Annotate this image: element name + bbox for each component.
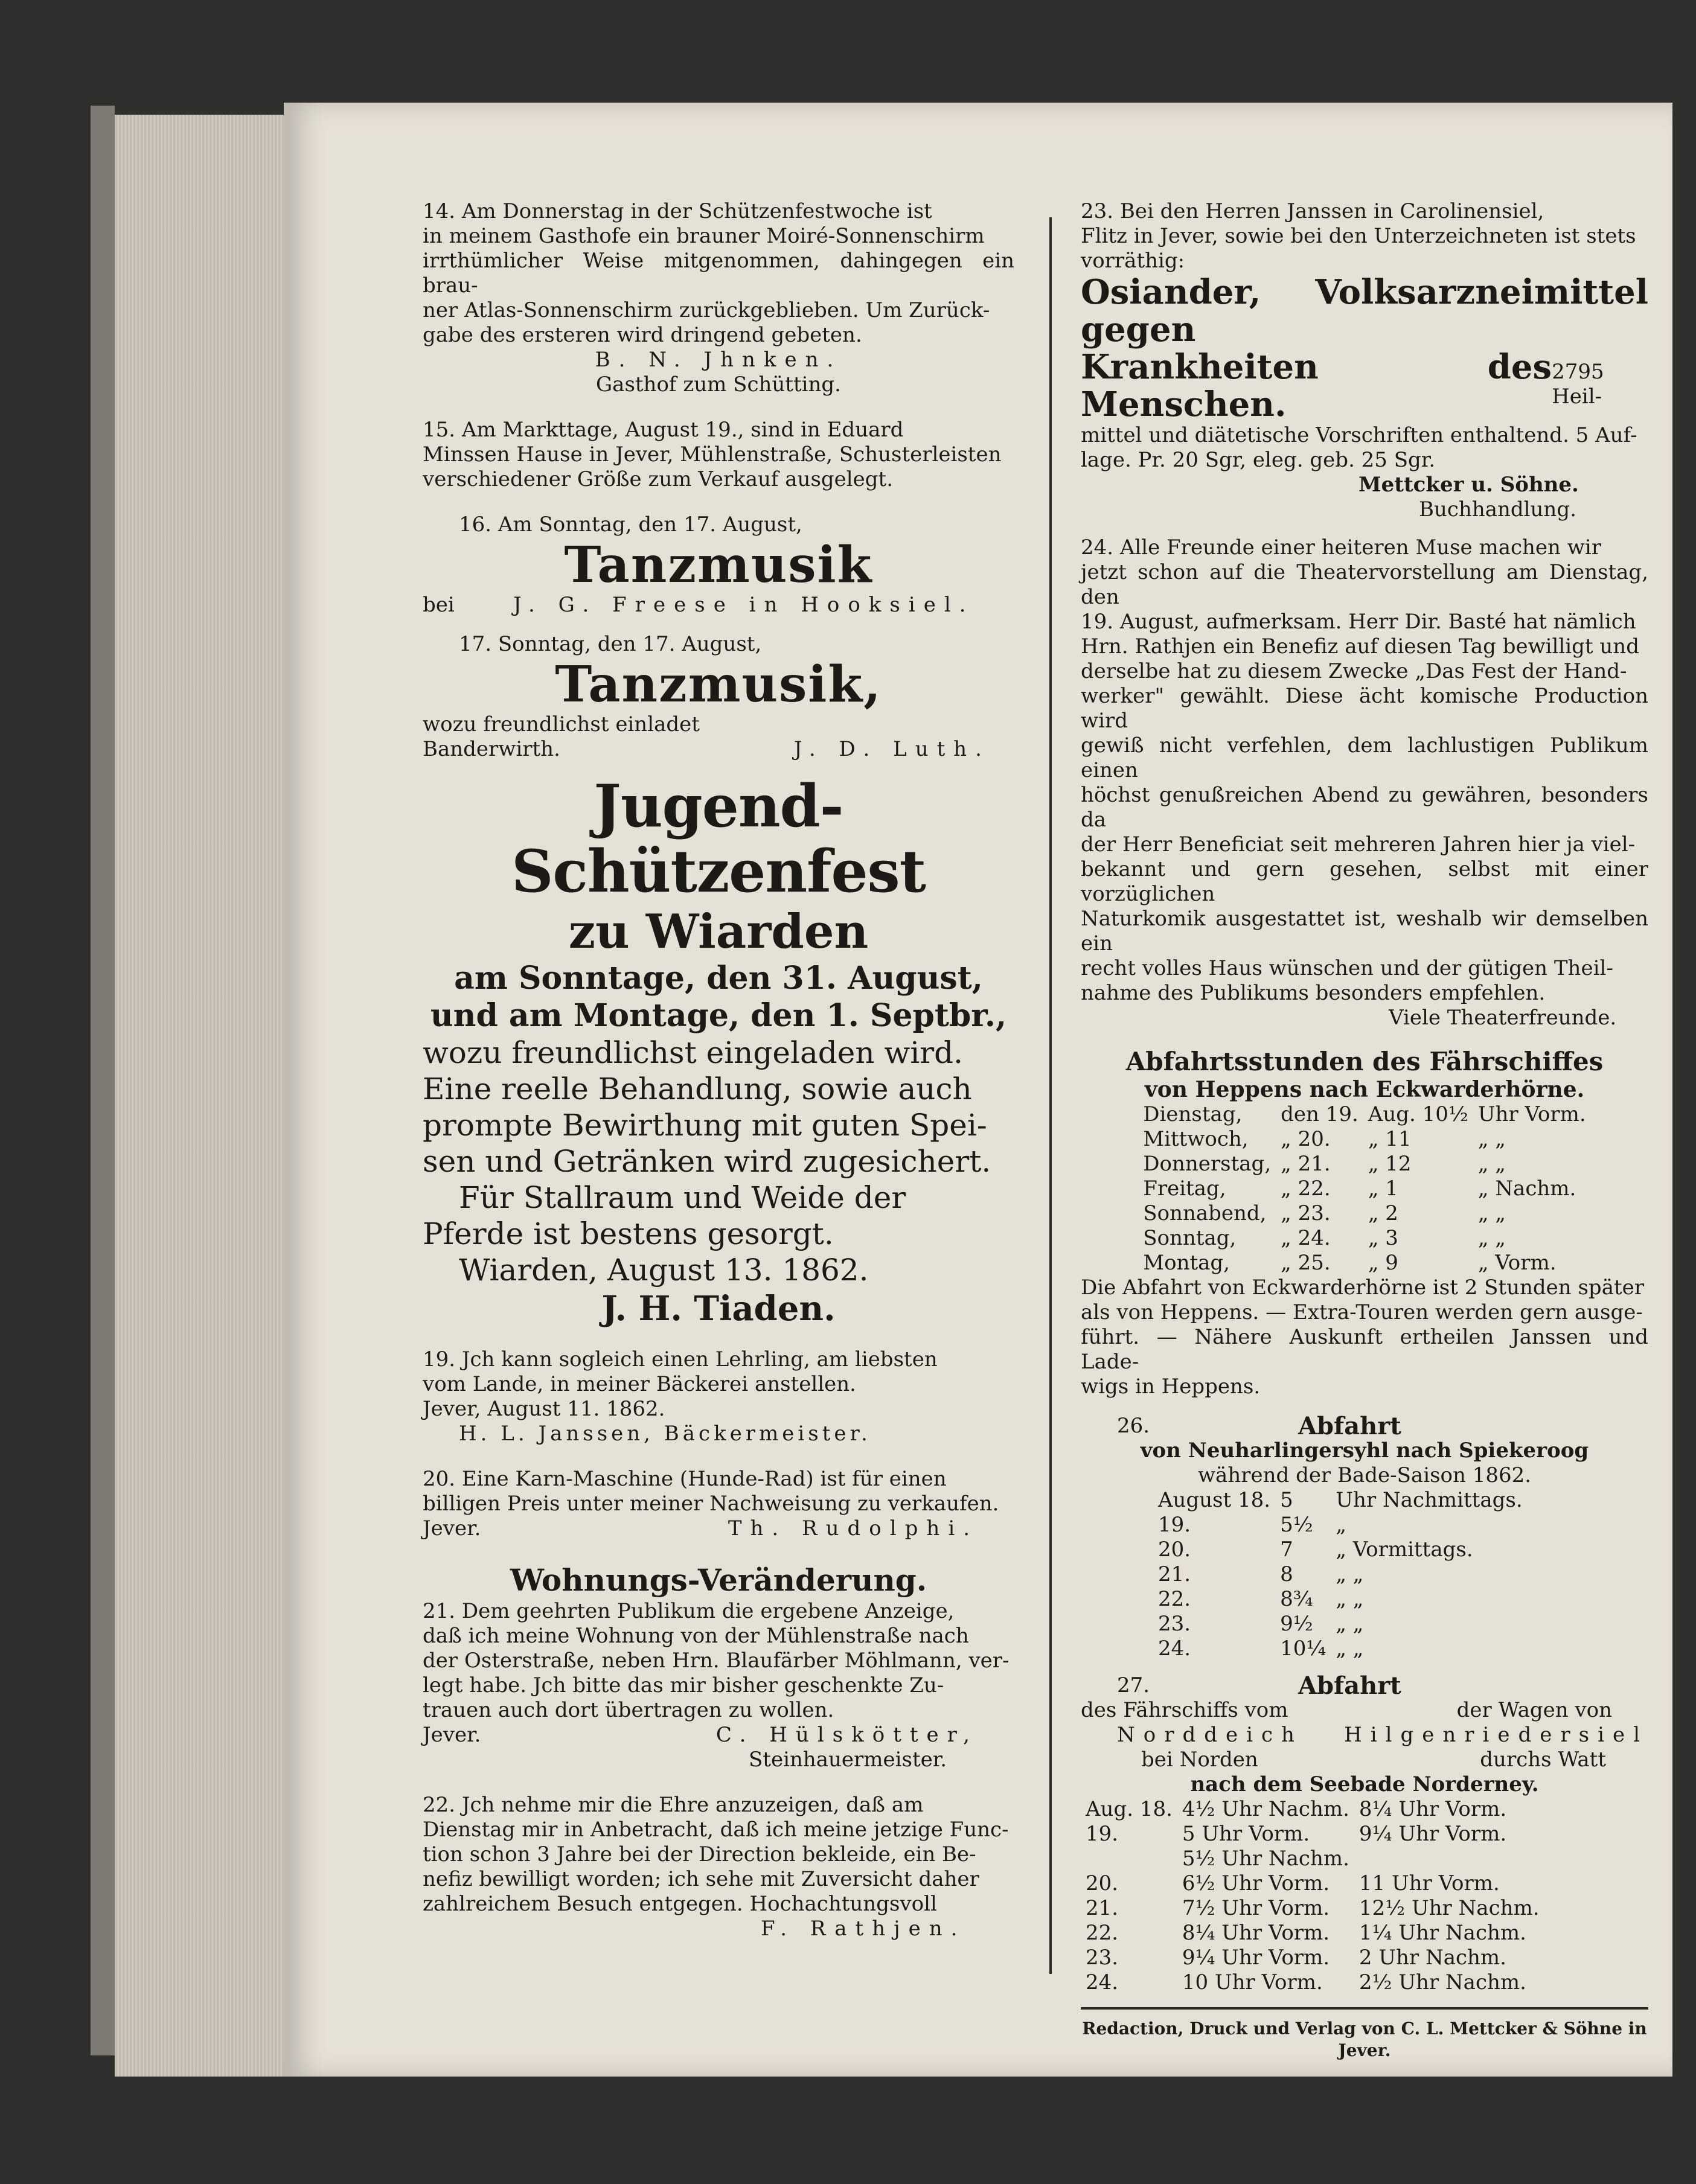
schedule-cell: „ Nachm.: [1477, 1177, 1576, 1201]
schedule-cell: Sonnabend,: [1143, 1201, 1267, 1225]
text-line: in meinem Gasthofe ein brauner Moiré-Sonnenschirm: [423, 224, 985, 248]
schedule-row: [1138, 1152, 1590, 1177]
schedule-cell: „ 1: [1368, 1177, 1398, 1201]
text-line: 24. Alle Freunde einer heiteren Muse machen wir: [1081, 535, 1601, 560]
text-left: bei Norden: [1141, 1748, 1258, 1772]
text-line: irrthümlicher Weise mitgenommen, dahingegen ein brau-: [423, 249, 1014, 298]
schedule-cell: „ 9: [1368, 1251, 1398, 1275]
book-spine-edge: [91, 106, 115, 2055]
text-line: tion schon 3 Jahre bei der Direction bekleide, ein Be-: [423, 1842, 976, 1866]
signature: Mettcker u. Söhne.: [1358, 473, 1579, 497]
schedule-row: [1138, 1127, 1590, 1152]
notice-22: [423, 1793, 1014, 1941]
subheadline: von Heppens nach Eckwarderhörne.: [1144, 1077, 1585, 1102]
text-line: Minssen Hause in Jever, Mühlenstraße, Schusterleisten: [423, 442, 1002, 467]
schedule-cell: 9¼ Uhr Vorm.: [1182, 1946, 1330, 1970]
schedule-cell: „ „: [1477, 1127, 1506, 1151]
text-line: als von Heppens. — Extra-Touren werden gern ausge-: [1081, 1300, 1643, 1324]
schedule-cell: „ 2: [1368, 1201, 1398, 1225]
schedule-cell: 2 Uhr Nachm.: [1358, 1946, 1506, 1970]
text-line: 19. Jch kann sogleich einen Lehrling, am liebsten: [423, 1347, 938, 1371]
schedule-cell: Freitag,: [1143, 1177, 1226, 1201]
schedule-cell: „ 24.: [1281, 1226, 1331, 1250]
text-line: führt. — Nähere Auskunft ertheilen Janssen und Lade-: [1081, 1325, 1648, 1374]
signature: F. Rathjen.: [761, 1917, 966, 1941]
schedule-cell: Montag,: [1143, 1251, 1230, 1275]
text-line: billigen Preis unter meiner Nachweisung zu verkaufen.: [423, 1492, 999, 1516]
schedule-table: [1081, 1797, 1544, 1995]
notice-24: [1081, 535, 1648, 1030]
text-bei: bei: [423, 593, 455, 617]
notice-16: [423, 512, 1014, 618]
text-right: der Wagen von: [1456, 1698, 1612, 1722]
text-line: Flitz in Jever, sowie bei den Unterzeichneten ist stets: [1081, 224, 1636, 248]
text-line: verschiedener Größe zum Verkauf ausgelegt.: [423, 467, 894, 491]
date-line-1: am Sonntage, den 31. August,: [454, 960, 983, 997]
signature-sub: Gasthof zum Schütting.: [596, 372, 841, 397]
notice-number: 26.: [1117, 1414, 1150, 1438]
text-line: vom Lande, in meiner Bäckerei anstellen.: [423, 1372, 856, 1396]
schedule-row: [1081, 1871, 1544, 1896]
text-line: lage. Pr. 20 Sgr, eleg. geb. 25 Sgr.: [1081, 448, 1436, 472]
text-line: ner Atlas-Sonnenschirm zurückgeblieben. Um Zurück-: [423, 298, 990, 322]
headline-jugend-schuetzenfest: Jugend-Schützenfest: [511, 772, 926, 905]
text-line: 14. Am Donnerstag in der Schützenfestwoche ist: [423, 199, 932, 223]
schedule-cell: Uhr Vorm.: [1477, 1102, 1586, 1126]
schedule-cell: 9½: [1280, 1612, 1313, 1636]
schedule-row: [1081, 1921, 1544, 1946]
schedule-cell: 10 Uhr Vorm.: [1182, 1970, 1323, 1994]
schedule-cell: 24.: [1158, 1636, 1191, 1661]
signature: Th. Rudolphi.: [728, 1516, 978, 1541]
signature: B. N. Jhnken.: [595, 348, 842, 372]
text-right: Hilgenriedersiel: [1344, 1723, 1648, 1747]
text-line: zahlreichem Besuch entgegen. Hochachtungsvoll: [423, 1892, 937, 1916]
notice-14: [423, 199, 1014, 397]
headline-abfahrtsstunden: Abfahrtsstunden des Fährschiffes: [1125, 1047, 1604, 1076]
schedule-row: [1081, 1822, 1544, 1847]
schedule-cell: 19.: [1158, 1513, 1191, 1537]
headline-abfahrt: Abfahrt: [1298, 1672, 1401, 1700]
schedule-cell: 6½ Uhr Vorm.: [1182, 1871, 1330, 1895]
schedule-cell: „ 3: [1368, 1226, 1398, 1250]
text-line: Jever, August 11. 1862.: [423, 1397, 665, 1421]
notice-19: [423, 1347, 1014, 1446]
schedule-row: [1081, 1847, 1544, 1871]
schedule-row: [1081, 1970, 1544, 1995]
schedule-row: [1153, 1562, 1528, 1587]
schedule-row: [1153, 1488, 1528, 1513]
text-line: höchst genußreichen Abend zu gewähren, besonders da: [1081, 783, 1648, 832]
signature: J. D. Luth.: [793, 737, 990, 761]
notice-number: 27.: [1117, 1673, 1150, 1697]
schedule-row: [1153, 1513, 1528, 1537]
text-left: des Fährschiffs vom: [1081, 1698, 1288, 1722]
schedule-cell: 12½ Uhr Nachm.: [1358, 1896, 1540, 1920]
text-line: recht volles Haus wünschen und der gütigen Theil-: [1081, 956, 1613, 980]
text-line: legt habe. Jch bitte das mir bisher geschenkte Zu-: [423, 1673, 944, 1697]
schedule-cell: 8¾: [1280, 1587, 1313, 1611]
schedule-cell: Donnerstag,: [1143, 1152, 1272, 1176]
text-line: derselbe hat zu diesem Zwecke „Das Fest der Hand-: [1081, 659, 1627, 683]
text-line: trauen auch dort übertragen zu wollen.: [423, 1698, 834, 1722]
text-line: der Osterstraße, neben Hrn. Blaufärber Möhlmann, ver-: [423, 1649, 1010, 1673]
text-line: Hrn. Rathjen ein Benefiz auf diesen Tag bewilligt und: [1081, 634, 1639, 659]
schedule-table: [1138, 1102, 1590, 1276]
notice-26: [1081, 1414, 1648, 1661]
text-line: bekannt und gern gesehen, selbst mit einer vorzüglichen: [1081, 857, 1648, 906]
schedule-cell: 23.: [1086, 1946, 1119, 1970]
text-line: vorräthig:: [1081, 249, 1185, 273]
schedule-row: [1138, 1201, 1590, 1226]
text-line: 16. Am Sonntag, den 17. August,: [459, 512, 802, 537]
schedule-cell: [1354, 1847, 1544, 1871]
schedule-cell: 11 Uhr Vorm.: [1358, 1871, 1500, 1895]
schedule-row: [1138, 1177, 1590, 1201]
text-line: werker" gewählt. Diese ächt komische Production wird: [1081, 684, 1648, 733]
notice-17: [423, 632, 1014, 762]
headline-place: zu Wiarden: [568, 904, 869, 959]
signature: H. L. Janssen, Bäckermeister.: [459, 1422, 871, 1446]
schedule-cell: Aug. 18.: [1086, 1797, 1173, 1821]
schedule-cell: Dienstag,: [1143, 1102, 1243, 1126]
schedule-cell: „ „: [1477, 1226, 1506, 1250]
schedule-row: [1081, 1946, 1544, 1970]
schedule-cell: 2½ Uhr Nachm.: [1358, 1970, 1526, 1994]
text-left: Jever.: [423, 1516, 481, 1541]
notice-15: [423, 418, 1014, 492]
schedule-row: [1138, 1251, 1590, 1276]
schedule-cell: 4½ Uhr Nachm.: [1182, 1797, 1349, 1821]
schedule-cell: „: [1336, 1513, 1346, 1537]
schedule-cell: „ 20.: [1281, 1127, 1331, 1151]
schedule-cell: [1081, 1847, 1177, 1871]
schedule-row: [1153, 1636, 1528, 1661]
schedule-cell: 22.: [1086, 1921, 1119, 1945]
text-right: durchs Watt: [1480, 1748, 1606, 1772]
schedule-cell: 5: [1280, 1488, 1293, 1512]
schedule-cell: „ „: [1336, 1636, 1364, 1661]
headline-wohnungs-veraenderung: Wohnungs-Veränderung.: [510, 1562, 927, 1598]
schedule-cell: 8: [1280, 1562, 1293, 1586]
text-line: wigs in Heppens.: [1081, 1375, 1261, 1399]
schedule-cell: „ Vormittags.: [1336, 1537, 1473, 1562]
headline-tanzmusik: Tanzmusik: [564, 536, 873, 594]
schedule-cell: 7½ Uhr Vorm.: [1182, 1896, 1330, 1920]
text-line: nefiz bewilligt worden; ich sehe mit Zuversicht daher: [423, 1867, 979, 1891]
schedule-cell: 21.: [1158, 1562, 1191, 1586]
text-line: Dienstag mir in Anbetracht, daß ich meine jetzige Func-: [423, 1818, 1009, 1842]
subheadline: nach dem Seebade Norderney.: [1190, 1772, 1539, 1796]
text-left: Norddeich: [1117, 1723, 1303, 1747]
schedule-cell: 7: [1280, 1537, 1293, 1562]
text-line: wozu freundlichst einladet: [423, 712, 700, 736]
schedule-cell: „ 21.: [1281, 1152, 1331, 1176]
text-line: 2795 Heil-: [1552, 360, 1604, 409]
schedule-cell: 23.: [1158, 1612, 1191, 1636]
schedule-row: [1081, 1896, 1544, 1921]
schedule-cell: 21.: [1086, 1896, 1119, 1920]
text-line: 15. Am Markttage, August 19., sind in Eduard: [423, 418, 904, 442]
text-line: der Herr Beneficiat seit mehreren Jahren hier ja viel-: [1081, 832, 1636, 857]
schedule-cell: „ „: [1336, 1587, 1364, 1611]
notice-21: [423, 1562, 1014, 1772]
schedule-cell: „ Vorm.: [1477, 1251, 1557, 1275]
schedule-cell: 5½: [1280, 1513, 1313, 1537]
text-line: 21. Dem geehrten Publikum die ergebene Anzeige,: [423, 1599, 955, 1623]
notice-18: [423, 774, 1014, 1329]
text-line: gewiß nicht verfehlen, dem lachlustigen Publikum einen: [1081, 733, 1648, 782]
schedule-cell: Uhr Nachmittags.: [1336, 1488, 1523, 1512]
schedule-cell: August 18.: [1158, 1488, 1271, 1512]
text-line: 20. Eine Karn-Maschine (Hunde-Rad) ist für einen: [423, 1467, 947, 1491]
body-line: Wiarden, August 13. 1862.: [459, 1253, 869, 1288]
schedule-cell: „ 23.: [1281, 1201, 1331, 1225]
headline-krankheiten: Krankheiten des Menschen.: [1081, 347, 1552, 424]
schedule-cell: 5 Uhr Vorm.: [1182, 1822, 1310, 1846]
headline-osiander: Osiander, Volksarzneimittel gegen: [1081, 272, 1648, 350]
left-column: [423, 199, 1014, 1962]
body-line: Eine reelle Behandlung, sowie auch: [423, 1071, 972, 1106]
text-left: Jever.: [423, 1723, 481, 1747]
schedule-cell: „ 25.: [1281, 1251, 1331, 1275]
schedule-cell: 1¼ Uhr Nachm.: [1358, 1921, 1526, 1945]
schedule-cell: 19.: [1086, 1822, 1119, 1846]
schedule-cell: „ 22.: [1281, 1177, 1331, 1201]
notice-20: [423, 1467, 1014, 1541]
schedule-cell: 8¼ Uhr Vorm.: [1182, 1921, 1330, 1945]
date-line-2: und am Montage, den 1. Septbr.,: [430, 997, 1007, 1034]
body-line: Pferde ist bestens gesorgt.: [423, 1216, 834, 1251]
text-left: Banderwirth.: [423, 737, 560, 761]
notice-25: [1081, 1046, 1648, 1399]
signature: C. Hülskötter,: [715, 1723, 978, 1747]
text-line: 22. Jch nehme mir die Ehre anzuzeigen, daß am: [423, 1793, 924, 1817]
text-line: Die Abfahrt von Eckwarderhörne ist 2 Stunden später: [1081, 1276, 1645, 1300]
schedule-cell: Mittwoch,: [1143, 1127, 1249, 1151]
schedule-cell: „ 12: [1368, 1152, 1412, 1176]
text-line: nahme des Publikums besonders empfehlen.: [1081, 981, 1546, 1005]
schedule-row: [1081, 1797, 1544, 1822]
schedule-row: [1138, 1102, 1590, 1127]
signature-sub: Buchhandlung.: [1419, 497, 1576, 522]
notice-23: [1081, 199, 1648, 522]
right-column: [1081, 199, 1648, 2061]
notice-27: [1081, 1673, 1648, 1995]
schedule-table: [1153, 1488, 1528, 1661]
body-line: sen und Getränken wird zugesichert.: [423, 1144, 991, 1179]
headline-tanzmusik-2: Tanzmusik,: [555, 656, 882, 714]
schedule-cell: 8¼ Uhr Vorm.: [1358, 1797, 1507, 1821]
schedule-cell: 5½ Uhr Nachm.: [1182, 1847, 1349, 1871]
schedule-cell: „ 11: [1368, 1127, 1412, 1151]
signature-sub: Steinhauermeister.: [749, 1748, 947, 1772]
footer-rule: [1081, 2007, 1648, 2010]
schedule-row: [1153, 1537, 1528, 1562]
text-line: 19. August, aufmerksam. Herr Dir. Basté hat nämlich: [1081, 610, 1636, 634]
text-line: jetzt schon auf die Theatervorstellung am Dienstag, den: [1081, 560, 1648, 609]
subheadline: von Neuharlingersyhl nach Spiekeroog: [1140, 1438, 1589, 1463]
schedule-cell: „ „: [1477, 1152, 1506, 1176]
host-name: J. G. Freese in Hooksiel.: [513, 593, 974, 617]
text-line: 23. Bei den Herren Janssen in Carolinensiel,: [1081, 199, 1544, 223]
text-line: mittel und diätetische Vorschriften enthaltend. 5 Auf-: [1081, 423, 1637, 447]
schedule-cell: 24.: [1086, 1970, 1119, 1994]
schedule-cell: 20.: [1086, 1871, 1119, 1895]
schedule-cell: 22.: [1158, 1587, 1191, 1611]
schedule-cell: „ „: [1336, 1562, 1364, 1586]
imprint-footer: Redaction, Druck und Verlag von C. L. Mettcker & Söhne in Jever.: [1082, 2019, 1647, 2060]
headline-abfahrt: Abfahrt: [1298, 1412, 1401, 1440]
body-line: wozu freundlichst eingeladen wird.: [423, 1035, 964, 1070]
schedule-cell: 9¼ Uhr Vorm.: [1358, 1822, 1507, 1846]
schedule-cell: Aug. 10½: [1368, 1102, 1468, 1126]
schedule-cell: 20.: [1158, 1537, 1191, 1562]
text-line: daß ich meine Wohnung von der Mühlenstraße nach: [423, 1624, 969, 1648]
schedule-cell: den 19.: [1281, 1102, 1358, 1126]
signature: J. H. Tiaden.: [601, 1289, 836, 1329]
body-line: prompte Bewirthung mit guten Spei-: [423, 1108, 987, 1143]
schedule-row: [1153, 1587, 1528, 1612]
subheadline-2: während der Bade-Saison 1862.: [1197, 1463, 1532, 1487]
schedule-cell: Sonntag,: [1143, 1226, 1237, 1250]
column-divider: [1049, 217, 1052, 1974]
text-line: gabe des ersteren wird dringend gebeten.: [423, 323, 862, 347]
text-line: Naturkomik ausgestattet ist, weshalb wir demselben ein: [1081, 907, 1648, 956]
schedule-row: [1138, 1226, 1590, 1251]
schedule-row: [1153, 1612, 1528, 1636]
schedule-cell: „ „: [1477, 1201, 1506, 1225]
signature: Viele Theaterfreunde.: [1389, 1006, 1617, 1030]
body-line: Für Stallraum und Weide der: [459, 1180, 906, 1215]
schedule-cell: 10¼: [1280, 1636, 1326, 1661]
schedule-cell: „ „: [1336, 1612, 1364, 1636]
text-line: 17. Sonntag, den 17. August,: [459, 632, 762, 656]
